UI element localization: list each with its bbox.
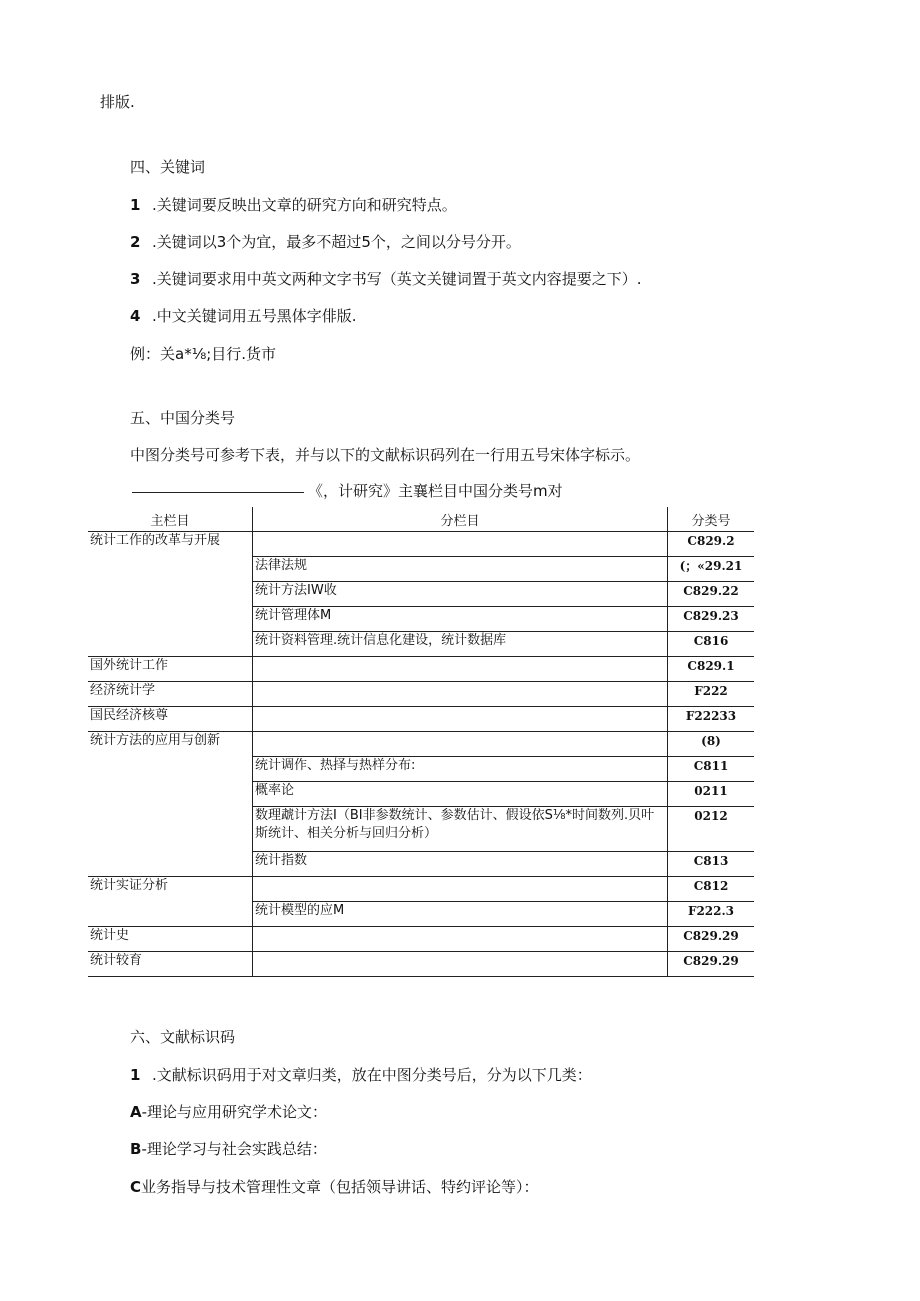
sub-cell: 统计管理体M <box>253 607 668 632</box>
caption-rule <box>132 492 304 493</box>
table-row <box>88 707 754 732</box>
main-cell: 统计方法的应用与创新 <box>88 732 253 757</box>
code-cell: C829.29 <box>668 952 755 977</box>
code-cell: C829.2 <box>668 532 755 557</box>
table-row <box>88 732 754 757</box>
main-cell <box>88 557 253 582</box>
code-cell: C812 <box>668 877 755 902</box>
table-row <box>88 852 754 877</box>
intro-text: 排版. <box>100 93 135 111</box>
code-cell: F22233 <box>668 707 755 732</box>
table-row <box>88 927 754 952</box>
code-cell: F222 <box>668 682 755 707</box>
table-row <box>88 877 754 902</box>
sub-cell <box>253 732 668 757</box>
main-cell: 统计较育 <box>88 952 253 977</box>
sub-cell <box>253 682 668 707</box>
sub-cell <box>253 952 668 977</box>
table-row <box>88 757 754 782</box>
sub-cell: 法律法规 <box>253 557 668 582</box>
main-cell <box>88 782 253 807</box>
table-row <box>88 582 754 607</box>
main-cell: 经济统计学 <box>88 682 253 707</box>
identifier-type-c <box>130 1177 539 1197</box>
table-row <box>88 657 754 682</box>
section-6-heading: 六、文献标识码 <box>130 1028 236 1046</box>
keyword-example: 例：关a*⅛;目行.货市 <box>130 345 277 363</box>
section-5-heading: 五、中国分类号 <box>130 409 236 427</box>
header-sub-column: 分栏目 <box>253 507 668 532</box>
header-code-column: 分类号 <box>668 507 755 532</box>
main-cell: 统计工作的改革与开展 <box>88 532 253 557</box>
header-main-column: 主栏目 <box>88 507 253 532</box>
keyword-rule-3 <box>130 269 642 289</box>
sub-cell: 统计指数 <box>253 852 668 877</box>
main-cell <box>88 582 253 607</box>
main-cell <box>88 757 253 782</box>
sub-cell: 概率论 <box>253 782 668 807</box>
sub-cell: 统计方法IW收 <box>253 582 668 607</box>
code-cell: F222.3 <box>668 902 755 927</box>
table-caption <box>132 481 563 501</box>
section-4-heading: 四、关键词 <box>130 158 206 176</box>
item-text: .文献标识码用于对文章归类，放在中图分类号后，分为以下几类： <box>152 1066 592 1084</box>
sub-cell: 统计资料管理.统计信息化建设，统计数据库 <box>253 632 668 657</box>
caption-text: 《，计研究》主襄栏目中国分类号m对 <box>308 482 563 500</box>
item-number: 3 <box>130 270 141 288</box>
code-cell: 0211 <box>668 782 755 807</box>
item-text: .中文关键词用五号黑体字俳版. <box>152 307 357 325</box>
type-text: -理论与应用研究学术论文： <box>141 1103 328 1121</box>
main-cell <box>88 902 253 927</box>
code-cell: C829.1 <box>668 657 755 682</box>
main-cell <box>88 807 253 852</box>
sub-cell <box>253 532 668 557</box>
sub-cell <box>253 877 668 902</box>
table-row <box>88 807 754 852</box>
table-row <box>88 607 754 632</box>
main-cell <box>88 632 253 657</box>
table-row <box>88 952 754 977</box>
keyword-rule-1 <box>130 195 457 215</box>
code-cell: C829.29 <box>668 927 755 952</box>
item-number: 4 <box>130 307 141 325</box>
sub-cell: 统计调作、热择与热样分布: <box>253 757 668 782</box>
table-row <box>88 632 754 657</box>
item-number: 2 <box>130 233 141 251</box>
type-label: C <box>130 1178 142 1196</box>
identifier-rule-1 <box>130 1065 592 1085</box>
keyword-rule-2 <box>130 232 521 252</box>
sub-cell: 数理虣计方法I（BI非参数统计、参数估计、假设依S⅛*时间数列.贝叶斯统计、相关分析与回归分析） <box>253 807 668 852</box>
code-cell: C811 <box>668 757 755 782</box>
sub-cell <box>253 707 668 732</box>
code-cell: (8) <box>668 732 755 757</box>
main-cell: 国外统计工作 <box>88 657 253 682</box>
code-cell: C816 <box>668 632 755 657</box>
sub-cell <box>253 927 668 952</box>
code-cell: 0212 <box>668 807 755 852</box>
main-cell: 统计史 <box>88 927 253 952</box>
main-cell <box>88 607 253 632</box>
code-cell: C829.22 <box>668 582 755 607</box>
identifier-type-a <box>130 1102 327 1122</box>
item-number: 1 <box>130 1066 141 1084</box>
table-row <box>88 682 754 707</box>
sub-cell <box>253 657 668 682</box>
type-text: 业务指导与技术管理性文章（包括领导讲话、特约评论等）： <box>141 1178 539 1196</box>
code-cell: C829.23 <box>668 607 755 632</box>
table-row <box>88 532 754 557</box>
item-text: .关键词以3个为宜，最多不超过5个，之间以分号分开。 <box>152 233 521 251</box>
type-label: A <box>130 1103 142 1121</box>
section-5-description: 中图分类号可参考下表，并与以下的文献标识码列在一行用五号宋体字标示。 <box>130 446 641 464</box>
table-row <box>88 902 754 927</box>
table-row <box>88 557 754 582</box>
item-text: .关键词要反映出文章的研究方向和研究特点。 <box>152 196 457 214</box>
code-cell: C813 <box>668 852 755 877</box>
main-cell: 统计实证分析 <box>88 877 253 902</box>
sub-cell: 统计模型的应M <box>253 902 668 927</box>
main-cell <box>88 852 253 877</box>
main-cell: 国民经济核尊 <box>88 707 253 732</box>
type-text: -理论学习与社会实践总结： <box>141 1140 327 1158</box>
keyword-rule-4 <box>130 306 357 326</box>
code-cell: (；«29.21 <box>668 557 755 582</box>
type-label: B <box>130 1140 142 1158</box>
classification-table <box>88 507 754 977</box>
table-row <box>88 782 754 807</box>
table-header-row <box>88 507 754 532</box>
item-text: .关键词要求用中英文两种文字书写（英文关键词置于英文内容提要之下）. <box>152 270 642 288</box>
identifier-type-b <box>130 1139 327 1159</box>
item-number: 1 <box>130 196 141 214</box>
